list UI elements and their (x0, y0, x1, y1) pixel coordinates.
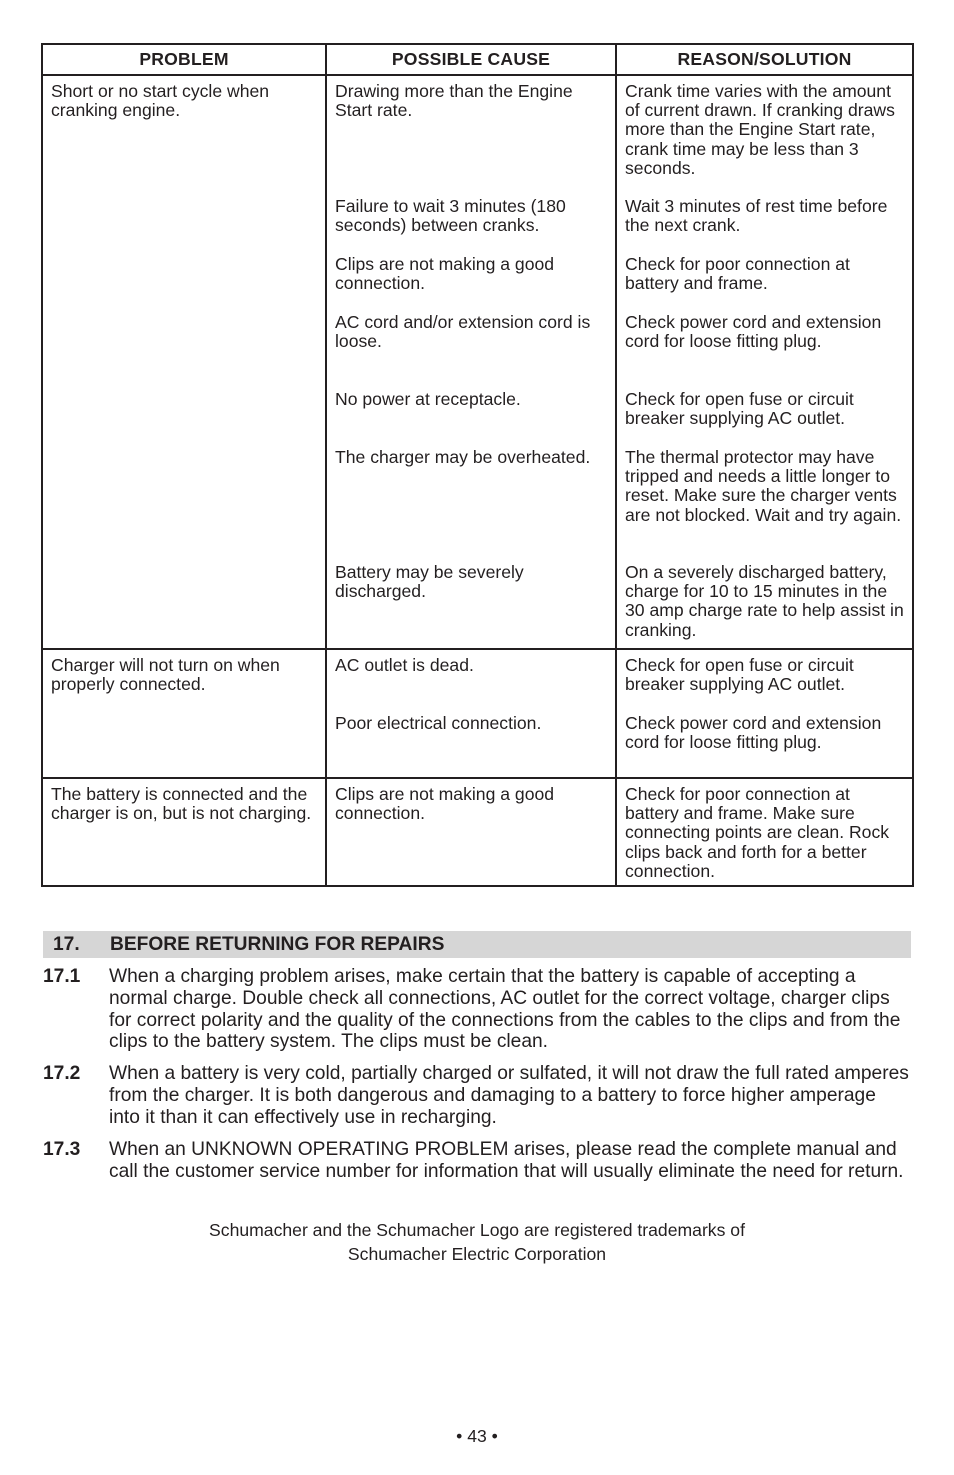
cause-text: The charger may be overheated. (335, 447, 591, 467)
solution-text: Check for poor connection at battery and frame. (625, 254, 850, 294)
cause-cell: Clips are not making a good connection. (326, 778, 616, 886)
paragraph-number: 17.1 (43, 966, 81, 987)
paragraph-text: When an UNKNOWN OPERATING PROBLEM arises, please read the complete manual and call the customer service number for information that will usually eliminate the need for return. (109, 1139, 904, 1182)
section-heading (43, 931, 911, 958)
table-row (42, 778, 913, 886)
trademark-notice (0, 1219, 954, 1266)
paragraph-17-1 (43, 966, 911, 1053)
section-number: 17. (53, 934, 80, 955)
paragraph-number: 17.2 (43, 1063, 81, 1084)
problem-cell: Short or no start cycle when cranking engine. (42, 75, 326, 649)
solution-text: Check power cord and extension cord for loose fitting plug. (625, 312, 882, 352)
paragraph-17-3 (43, 1139, 911, 1183)
cause-text: Clips are not making a good connection. (335, 254, 555, 294)
header-possible-cause: POSSIBLE CAUSE (326, 44, 616, 75)
solution-cell: Check for poor connection at battery and frame. Make sure connecting points are clean. Rock clips back and forth for a better connection. (616, 778, 913, 886)
solution-cell (616, 649, 913, 778)
paragraph-text: When a battery is very cold, partially charged or sulfated, it will not draw the full rated amperes from the charger. It is both dangerous and damaging to a battery to force higher amperage into it than it can effectively use in recharging. (109, 1063, 909, 1128)
solution-text: The thermal protector may have tripped and needs a little longer to reset. Make sure the charger vents are not blocked. Wait and try again. (625, 447, 902, 525)
trademark-line: Schumacher Electric Corporation (347, 1243, 607, 1264)
cause-text: Poor electrical connection. (335, 713, 542, 733)
troubleshooting-table (41, 43, 914, 887)
problem-cell: Charger will not turn on when properly connected. (42, 649, 326, 778)
solution-cell (616, 75, 913, 649)
table-row (42, 75, 913, 649)
cause-text: Failure to wait 3 minutes (180 seconds) between cranks. (335, 196, 566, 236)
cause-text: Battery may be severely discharged. (335, 562, 524, 602)
solution-text: Check for open fuse or circuit breaker supplying AC outlet. (625, 389, 854, 429)
page-number: • 43 • (456, 1426, 498, 1446)
solution-text: Wait 3 minutes of rest time before the next crank. (625, 196, 888, 236)
header-reason-solution: REASON/SOLUTION (616, 44, 913, 75)
table-row (42, 649, 913, 778)
paragraph-number: 17.3 (43, 1139, 81, 1160)
paragraph-text: When a charging problem arises, make certain that the battery is capable of accepting a normal charge. Double check all connections, AC outlet for the correct voltage, charger clips for correct polarity and the quality of the connections from the cables to the clips and from the clips to the battery system. The clips must be clean. (109, 966, 901, 1053)
cause-text: AC cord and/or extension cord is loose. (335, 312, 591, 352)
cause-text: Drawing more than the Engine Start rate. (335, 81, 573, 121)
solution-text: On a severely discharged battery, charge for 10 to 15 minutes in the 30 amp charge rate to help assist in cranking. (625, 562, 904, 640)
cause-cell (326, 75, 616, 649)
cause-text: AC outlet is dead. (335, 655, 474, 675)
trademark-line: Schumacher and the Schumacher Logo are registered trademarks of (209, 1220, 745, 1240)
solution-text: Check for open fuse or circuit breaker supplying AC outlet. (625, 655, 854, 695)
header-problem: PROBLEM (42, 44, 326, 75)
cause-cell (326, 649, 616, 778)
problem-cell: The battery is connected and the charger is on, but is not charging. (42, 778, 326, 886)
solution-text: Check power cord and extension cord for loose fitting plug. (625, 713, 882, 753)
table-header-row (42, 44, 913, 75)
paragraph-17-2 (43, 1063, 911, 1128)
cause-text: No power at receptacle. (335, 389, 521, 409)
solution-text: Crank time varies with the amount of current drawn. If cranking draws more than the Engine Start rate, crank time may be less than 3 seconds. (625, 81, 895, 178)
section-title: BEFORE RETURNING FOR REPAIRS (110, 934, 445, 955)
